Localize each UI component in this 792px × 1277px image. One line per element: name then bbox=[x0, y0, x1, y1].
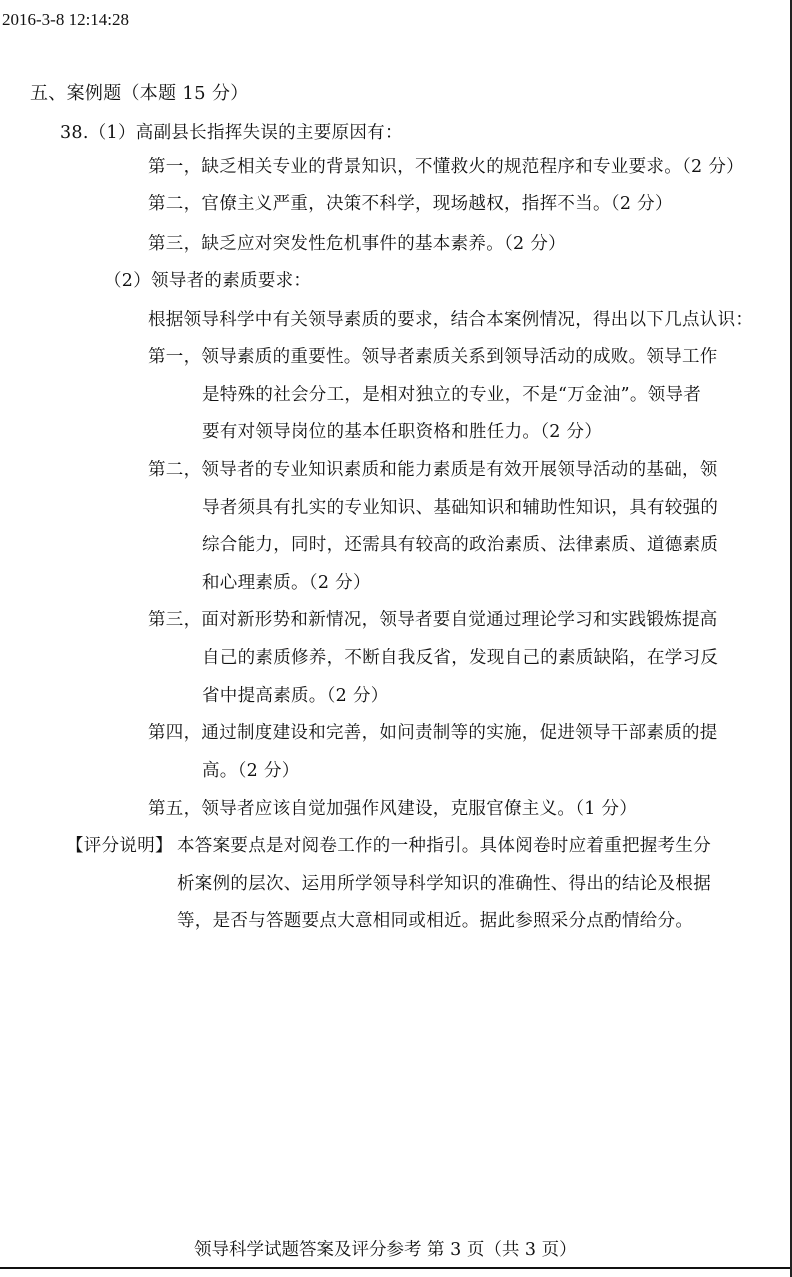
scoring-note-line-3: 等，是否与答题要点大意相同或相近。据此参照采分点酌情给分。 bbox=[177, 911, 694, 931]
scoring-note-line-2: 析案例的层次、运用所学领导科学知识的准确性、得出的结论及根据 bbox=[177, 874, 711, 894]
bottom-rule bbox=[0, 1267, 792, 1269]
question-number-line: 38.（1）高副县长指挥失误的主要原因有： bbox=[60, 123, 403, 143]
part2-item-2-line-4: 和心理素质。（2 分） bbox=[202, 573, 371, 593]
part2-item-1-line-3: 要有对领导岗位的基本任职资格和胜任力。（2 分） bbox=[202, 422, 603, 442]
part2-item-3-line-1: 第三，面对新形势和新情况，领导者要自觉通过理论学习和实践锻炼提高 bbox=[148, 610, 718, 630]
part2-item-2-line-2: 导者须具有扎实的专业知识、基础知识和辅助性知识，具有较强的 bbox=[202, 498, 719, 518]
part2-item-3-line-3: 省中提高素质。（2 分） bbox=[202, 686, 389, 706]
part2-item-2-line-1: 第二，领导者的专业知识素质和能力素质是有效开展领导活动的基础，领 bbox=[148, 460, 718, 480]
part2-item-3-line-2: 自己的素质修养，不断自我反省，发现自己的素质缺陷，在学习反 bbox=[202, 648, 719, 668]
part2-item-4-line-1: 第四，通过制度建设和完善，如问责制等的实施，促进领导干部素质的提 bbox=[148, 723, 718, 743]
part2-item-1-line-2: 是特殊的社会分工，是相对独立的专业，不是“万金油”。领导者 bbox=[202, 385, 702, 405]
part1-item-3: 第三，缺乏应对突发性危机事件的基本素养。（2 分） bbox=[148, 234, 566, 254]
part2-item-2-line-3: 综合能力，同时，还需具有较高的政治素质、法律素质、道德素质 bbox=[202, 535, 719, 555]
section-title: 五、案例题（本题 15 分） bbox=[30, 83, 249, 104]
print-timestamp: 2016-3-8 12:14:28 bbox=[2, 10, 130, 29]
scoring-note-label: 【评分说明】 bbox=[66, 836, 173, 856]
scoring-note-line-1: 本答案要点是对阅卷工作的一种指引。具体阅卷时应着重把握考生分 bbox=[177, 836, 711, 856]
part1-item-1: 第一，缺乏相关专业的背景知识，不懂救火的规范程序和专业要求。（2 分） bbox=[148, 157, 744, 177]
part2-item-5: 第五，领导者应该自觉加强作风建设，克服官僚主义。（1 分） bbox=[148, 799, 638, 819]
part1-item-2: 第二，官僚主义严重，决策不科学，现场越权，指挥不当。（2 分） bbox=[148, 194, 673, 214]
page-footer: 领导科学试题答案及评分参考 第 3 页（共 3 页） bbox=[194, 1240, 577, 1260]
part2-item-4-line-2: 高。（2 分） bbox=[202, 761, 300, 781]
part2-intro: 根据领导科学中有关领导素质的要求，结合本案例情况，得出以下几点认识： bbox=[148, 310, 754, 330]
part2-item-1-line-1: 第一，领导素质的重要性。领导者素质关系到领导活动的成败。领导工作 bbox=[148, 347, 718, 367]
part2-title: （2）领导者的素质要求： bbox=[104, 271, 312, 291]
